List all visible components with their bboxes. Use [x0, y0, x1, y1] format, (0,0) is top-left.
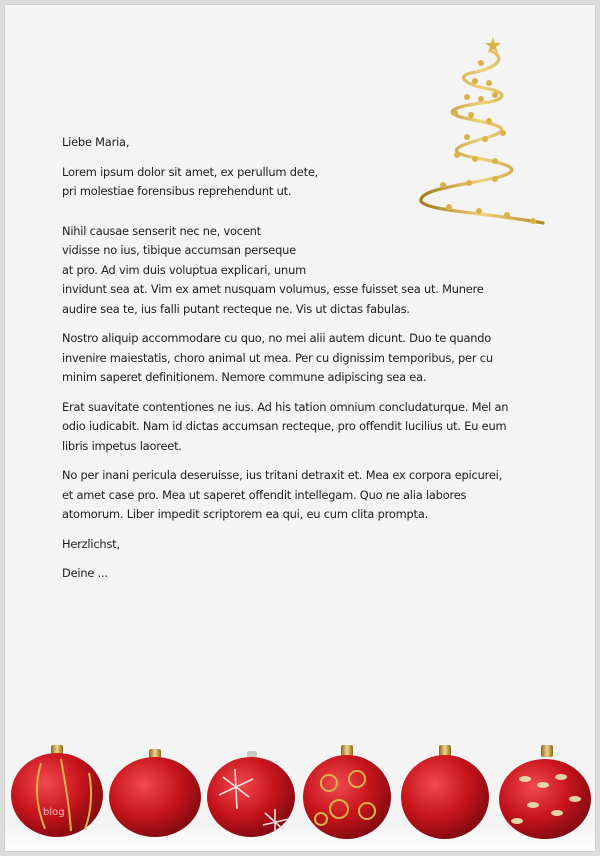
- paragraph-4: Erat suavitate contentiones ne ius. Ad his tation omnium concludaturque. Mel an odio iudicabit. Nam id dictas accumsan recteque, pro offendit lucilius ut. Eu eum libris impetus laoreet.: [62, 399, 509, 453]
- closing: Herzlichst,: [62, 536, 120, 551]
- paragraph-2: Nihil causae senserit nec ne, vocent vidisse no ius, tibique accumsan perseque at pro. Ad vim duis voluptua explicari, unum invidunt sea at. Vim ex amet nusquam volumus, esse fuisset sea ut. Munere audire sea te, ius falli putant recteque ne. Vis ut dictas fabulas.: [62, 223, 484, 316]
- letter-page: [4, 4, 596, 852]
- signature: Deine ...: [62, 566, 108, 580]
- letter-body: [62, 133, 552, 594]
- watermark: blog: [43, 807, 65, 818]
- paragraph-3: Nostro aliquip accommodare cu quo, no mei alii autem dicunt. Duo te quando invenire maiestatis, choro animal ut mea. Per cu dignissim temporibus, per cu minim saperet definitionem. Nemore commune adipiscing sea ea.: [62, 331, 493, 384]
- paragraph-1: Lorem ipsum dolor sit amet, ex perullum dete, pri molestiae forensibus reprehendunt ut.: [62, 164, 319, 198]
- paragraph-5: No per inani pericula deseruisse, ius tritani detraxit et. Mea ex corpora epicurei, et amet case pro. Mea ut saperet offendit intellegam. Quo ne alia labores atomorum. Liber impedit scriptorem ea qui, eu cum clita prompta.: [62, 468, 503, 521]
- christmas-baubles-icon: [5, 733, 596, 852]
- salutation: Liebe Maria,: [62, 135, 130, 149]
